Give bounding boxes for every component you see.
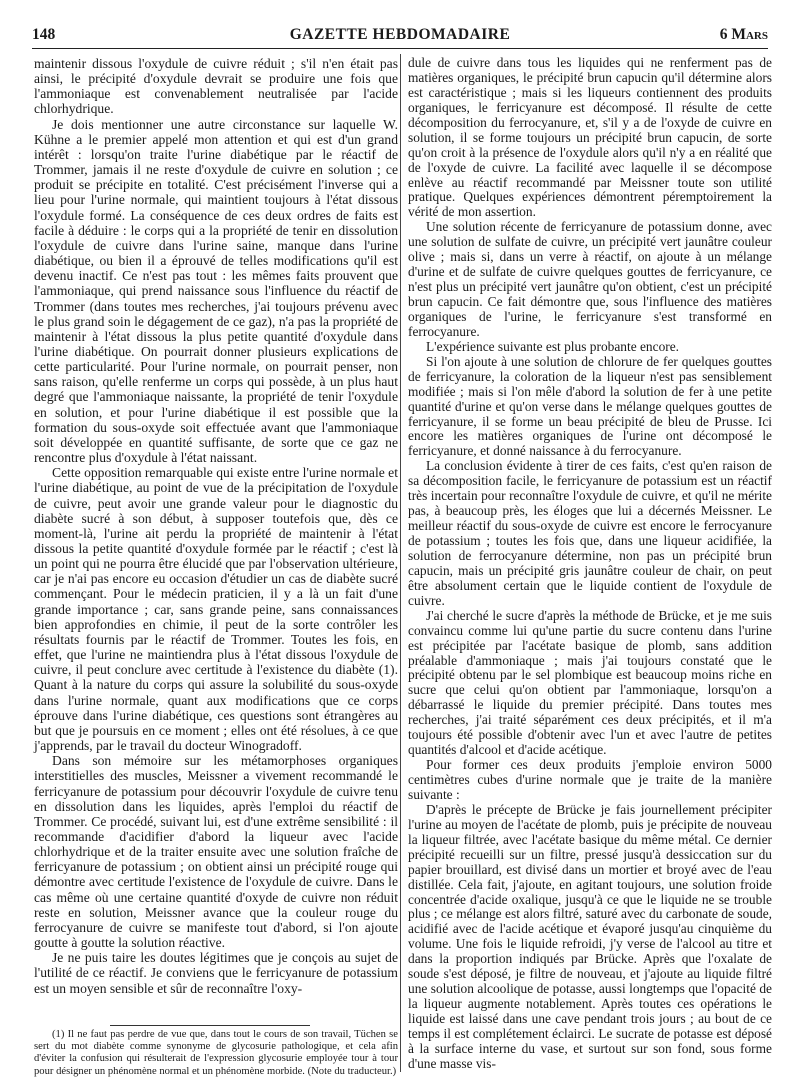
page-header [32,26,768,44]
paragraph: Je ne puis taire les doutes légitimes que je conçois au sujet de l'utilité de ce réactif. Je conviens que le ferricyanure de potassium est un moyen sensible et sûr de reconnaître l'oxy- [34,950,398,996]
left-column [34,56,398,1022]
paragraph: Cette opposition remarquable qui existe entre l'urine normale et l'urine diabétique, au point de vue de la précipitation de l'oxydule de cuivre, peut avoir une grande valeur pour le diagnostic du diabète sucré à son début, à supposer toutefois que, dès ce moment-là, l'urine ait perdu la propriété de maintenir à l'état dissous la petite quantité d'oxydule formée par le réactif ; c'est là un point qui ne pourra être élucidé que par l'observation ultérieure, car je n'ai pas encore eu occasion d'étudier un cas de diabète sucré commençant. Pour le médecin praticien, il y a là un fait d'une grande importance ; car, sans grande peine, sans connaissances bien approfondies en chimie, il peut de la sorte contrôler les résultats fournis par le réactif de Trommer. Toutes les fois, en effet, que l'urine ne maintiendra plus à l'état dissous l'oxydule de cuivre, il peut conclure avec certitude à l'existence du diabète (1). Quant à la nature du corps qui assure la solubilité du sous-oxyde dans l'urine normale, quant aux modifications que ce corps éprouve dans l'urine diabétique, ces questions sont étrangères au but que je poursuis en ce moment ; elles ont été résolues, à ce que j'apprends, par le travail du docteur Winogradoff. [34,465,398,754]
paragraph: Si l'on ajoute à une solution de chlorure de fer quelques gouttes de ferricyanure, la coloration de la liqueur n'est pas sensiblement modifiée ; mais si l'on mêle d'abord la solution de fer à une petite quantité d'urine et qu'on verse dans le mélange quelques gouttes de ferricyanure, il se forme un beau précipité de bleu de Prusse. Ici encore les matières organiques de l'urine ont décomposé le ferricyanure, et donné naissance à du ferrocyanure. [408,353,772,459]
paragraph: D'après le précepte de Brücke je fais journellement précipiter l'urine au moyen de l'acétate de plomb, puis je précipite de nouveau la liqueur filtrée, avec l'acétate basique du même métal. Ce dernier précipité recueilli sur un filtre, pressé jusqu'à dessiccation sur du papier brouillard, est divisé dans un mortier et broyé avec de l'eau distillée. Cela fait, j'ajoute, en agitant toujours, une solution froide concentrée d'acide oxalique, jusqu'à ce que le liquide ne se trouble plus ; ce mélange est alors filtré, saturé avec du carbonate de soude, acidifié avec de l'acide acétique et évaporé jusqu'au cinquième du volume. Une fois le liquide refroidi, j'y verse de l'alcool au titre et dans la proportion indiqués par Brücke. Après que l'oxalate de soude s'est déposé, je filtre de nouveau, et j'ajoute au liquide filtré une solution alcoolique de potasse, aussi longtemps que l'opacité de la liqueur augmente notablement. Après toutes ces opérations le liquide est laissé dans une cave pendant trois jours ; au bout de ce temps il est complétement éclairci. Le sucrate de potasse est déposé à la surface interne du vase, et surtout sur son fond, sous forme d'une masse vis- [408,801,772,1071]
paragraph: Pour former ces deux produits j'emploie environ 5000 centimètres cubes d'urine normale que je traite de la manière suivante : [408,757,772,802]
issue-date: 6 Mars [719,26,768,43]
journal-title: GAZETTE HEBDOMADAIRE [289,26,511,43]
paragraph: Je dois mentionner une autre circonstance sur laquelle W. Kühne a le premier appelé mon attention et qui est d'un grand intérêt : lorsqu'on traite l'urine diabétique par le réactif de Trommer, jamais il ne reste d'oxydule de cuivre en solution ; ce produit se précipite en totalité. C'est précisément l'inverse qui a lieu pour l'urine normale, qui maintient toujours à l'état dissous l'oxydule formé. La conséquence de ces deux ordres de faits est facile à déduire : le corps qui a la propriété de tenir en dissolution l'oxydule de cuivre dans l'urine saine, manque dans l'urine diabétique, ou bien il a éprouvé de telles modifications qu'il est devenu inactif. Ce n'est pas tout : les mêmes faits prouvent que l'ammoniaque, qui prend naissance sous l'influence du réactif de Trommer (dans toutes mes recherches, j'ai toujours prévenu avec le plus grand soin le dégagement de ce gaz), n'a pas la propriété de maintenir à l'état dissous la plus petite quantité d'oxydule dans l'urine diabétique. On pourrait donner plusieurs explications de cette particularité. Pour l'urine normale, on pourrait penser, non sans raison, qu'elle renferme un corps qui possède, à un plus haut degré que l'ammoniaque naissante, la propriété de tenir l'oxydule en solution, et pour l'urine diabétique il est possible que la formation du sous-oxyde soit effectuée avant que l'ammoniaque soit développée en quantité suffisante, de sorte que ce gaz ne rencontre plus d'oxydule à l'état naissant. [34,116,398,466]
column-divider [400,54,401,1072]
paragraph: Une solution récente de ferricyanure de potassium donne, avec une solution de sulfate de cuivre, un précipité vert jaunâtre couleur olive ; mais si, dans un verre à réactif, on ajoute à un mélange d'urine et de sulfate de cuivre quelques gouttes de ferricyanure, ce n'est plus un précipité vert jaunâtre qu'on obtient, c'est un précipité brun capucin. Ce fait démontre que, sous l'influence des matières organiques de l'urine, le ferricyanure s'est transformé en ferrocyanure. [408,219,772,339]
paragraph: maintenir dissous l'oxydule de cuivre réduit ; s'il n'en était pas ainsi, le précipité d'oxydule devrait se produire une fois que l'ammoniaque est convenablement neutralisée par l'acide chlorhydrique. [34,56,398,117]
paragraph: dule de cuivre dans tous les liquides qui ne renferment pas de matières organiques, le précipité brun capucin qu'il détermine alors est caractéristique ; mais si les liqueurs contiennent des produits organiques, le ferricyanure est décomposé. Il résulte de cette décomposition du ferrocyanure, et, s'il y a de l'oxyde de cuivre en solution, il se forme toujours un précipité brun capucin, de sorte qu'on croit à la présence de l'oxydule alors qu'il n'y a en réalité que de l'oxyde de cuivre. La facilité avec laquelle il se décompose enlève au réactif recommandé par Meissner toute son utilité pratique. Quelques expériences démontrent péremptoirement la vérité de mon assertion. [408,55,772,220]
paragraph: J'ai cherché le sucre d'après la méthode de Brücke, et je me suis convaincu comme lui qu'une partie du sucre contenu dans l'urine est précipitée par l'acétate basique de plomb, sans addition préalable d'ammoniaque ; mais j'ai toujours constaté que le précipité obtenu par le sel plombique est beaucoup moins riche en sucre que celui qu'on obtient par l'ammoniaque, lorsqu'on a débarrassé le liquide du premier précipité. Dans toutes mes recherches, j'ai traité séparément ces deux précipités, et il m'a toujours été possible d'obtenir avec l'un et avec l'autre de petites quantités d'alcool et d'acide acétique. [408,607,772,758]
paragraph: L'expérience suivante est plus probante encore. [426,338,680,354]
footnote-rule [110,1025,310,1026]
right-column [408,56,772,1072]
footnote: (1) Il ne faut pas perdre de vue que, dans tout le cours de son travail, Tüchen se sert du mot diabète comme synonyme de glycosurie pathologique, et cela afin d'éviter la confusion qui résulterait de l'expression glycosurie employée tour à tour pour désigner un phénomène normal et un phénomène morbide. (Note du traducteur.) [34,1029,398,1077]
paragraph: Dans son mémoire sur les métamorphoses organiques interstitielles des muscles, Meissner a vivement recommandé le ferricyanure de potassium pour découvrir l'oxydule de cuivre tenu en dissolution dans les liquides, après l'emploi du réactif de Trommer. Ce procédé, suivant lui, est d'une extrême sensibilité : il recommande d'acidifier d'abord la liqueur avec l'acide chlorhydrique et de la traiter ensuite avec une solution fraîche de ferricyanure de potassium ; on obtient ainsi un précipité rouge qui démontre avec certitude l'existence de l'oxydule de cuivre. Dans le cas même où une certaine quantité d'oxyde de cuivre non réduit reste en solution, Meissner avance que la couleur rouge du ferrocyanure de cuivre se manifeste tout d'abord, si l'on ajoute goutte à goutte la solution réactive. [34,753,398,951]
header-rule [32,48,768,49]
paragraph: La conclusion évidente à tirer de ces faits, c'est qu'en raison de sa décomposition facile, le ferricyanure de potassium est un réactif très incertain pour reconnaître l'oxydule de cuivre, et qu'il ne mérite pas, à beaucoup près, les éloges que lui a décernés Meissner. Le meilleur réactif du sous-oxyde de cuivre est encore le ferrocyanure de potassium ; toutes les fois que, dans une liqueur acidifiée, la solution de ferrocyanure détermine, non pas un précipité brun capucin, mais un précipité gris jaunâtre couleur de chair, on peut être absolument certain que le liquide contient de l'oxydule de cuivre. [408,458,772,608]
page-number: 148 [32,26,56,43]
